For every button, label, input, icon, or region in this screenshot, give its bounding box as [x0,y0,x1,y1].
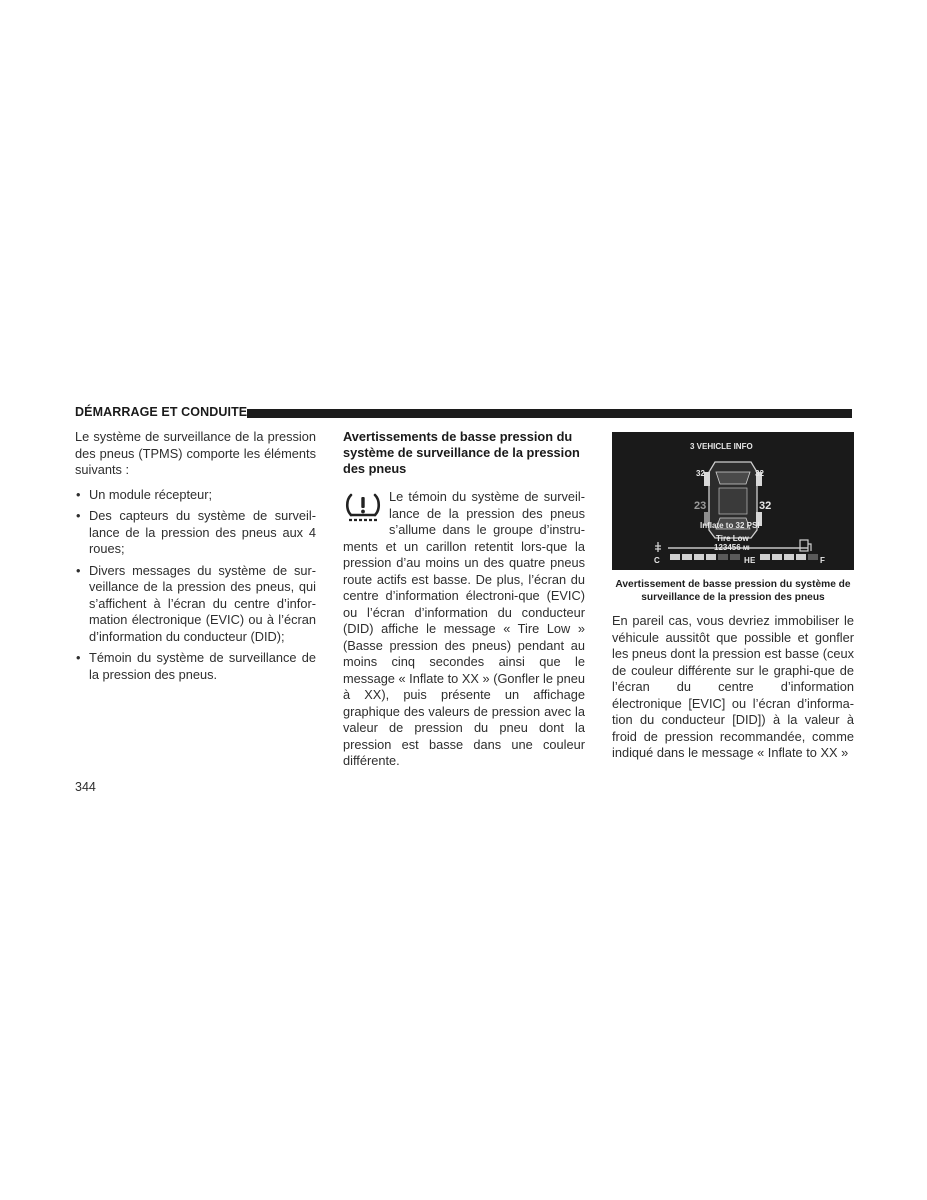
bullet-icon: • [76,508,81,523]
list-item-text: Un module récepteur; [89,486,213,502]
action-paragraph: En pareil cas, vous devriez immobiliser le véhicule aussitôt que possible et gonfler les pneus dont la pression est basse (ceux de couleur différente sur le graphi-que de l’écran du centre d’information électronique [EVIC] ou l’écran d’informa-tion du conducteur [DID]) à la valeur à froid de pression recommandée, comme indiqué dans le message « Inflate to XX » [612,613,854,760]
section-header [75,404,852,422]
tire-rear-right: 32 [759,500,772,512]
page-number: 344 [75,780,96,794]
bullet-icon: • [76,562,81,578]
odometer-unit: MI [742,546,750,552]
tpms-warning-icon [343,491,383,525]
list-item [75,508,316,558]
inflate-message: Inflate to 32 PSI [700,521,760,530]
section-bar [247,409,852,418]
temp-hot-label: H [744,556,750,565]
figure-caption: Avertissement de basse pression du système de surveillance de la pression des pneus [615,579,851,603]
evic-display-figure [612,432,854,570]
list-item [75,650,316,683]
odometer-value: 123456 [714,543,741,552]
fuel-empty-label: E [750,556,756,565]
list-item [75,563,316,646]
temp-cold-label: C [654,556,660,565]
column-3 [612,429,854,762]
warning-heading: Avertissements de basse pression du système de surveillance de la pression des pneus [343,429,580,476]
column-2 [343,429,585,770]
screen-title: 3 VEHICLE INFO [690,442,753,451]
tire-front-right: 32 [755,469,764,478]
bullet-icon: • [76,486,81,502]
list-item-text: Divers messages du système de sur-veillance de la pression des pneus, qui s’affichent à l’écran du centre d’infor-mation électronique (EVIC) ou à l’écran d’information du conducteur (DID); [89,562,316,644]
list-item-text: Témoin du système de surveillance de la pression des pneus. [89,650,316,682]
intro-paragraph: Le système de surveillance de la pression des pneus (TPMS) comporte les éléments suivants : [75,429,316,477]
component-list [75,487,316,684]
fuel-full-label: F [820,556,825,565]
tire-front-left: 32 [696,469,705,478]
list-item [75,487,316,504]
bullet-icon: • [76,650,81,665]
warning-paragraph: Le témoin du système de surveil-lance de la pression des pneus s’allume dans le groupe d’instru-ments et un carillon retentit lors-que la pression d’au moins un des quatre pneus route actifs est basse. De plus, l’écran du centre d’information électroni-que (EVIC) ou l’écran d’information du conducteur (DID) affiche le message « Tire Low » (Basse pression des pneus) pendant au moins cinq secondes ainsi que le message « Inflate to XX » (Gonfler le pneu à XX), puis présente un affichage graphique des valeurs de pression avec la valeur de pression du pneu dont la pression est basse dans une couleur différente. [343,489,585,768]
tire-rear-left-low: 23 [694,500,707,512]
list-item-text: Des capteurs du système de surveil-lance de la pression des pneus aux 4 roues; [89,508,316,556]
section-title: DÉMARRAGE ET CONDUITE [75,405,248,419]
tire-low-message: Tire Low [716,534,749,543]
column-1 [75,429,316,688]
